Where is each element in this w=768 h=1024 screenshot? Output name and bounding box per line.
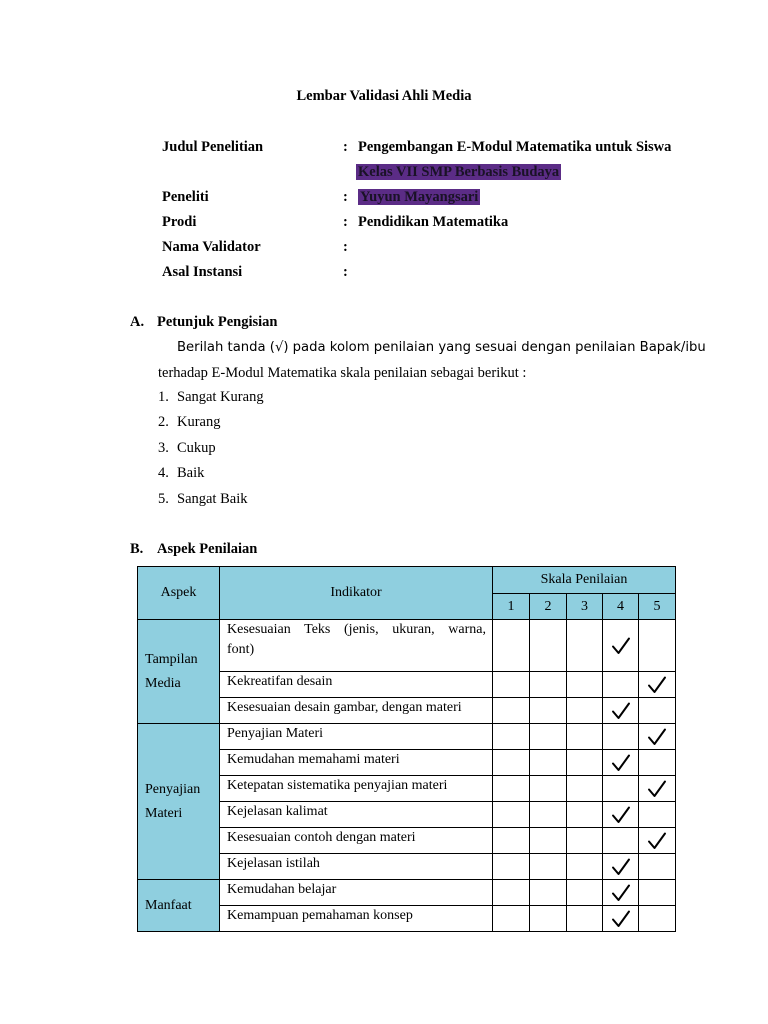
score-cell-3[interactable] (567, 802, 603, 828)
score-cell-3[interactable] (567, 828, 603, 854)
score-cell-2[interactable] (530, 906, 567, 932)
indicator-cell (220, 620, 493, 672)
checkmark-icon (603, 883, 638, 903)
indicator-text: Kemudahan belajar (227, 882, 337, 897)
score-cell-1[interactable] (493, 776, 530, 802)
indicator-text: Kejelasan istilah (227, 856, 320, 871)
header-scale-col: 2 (530, 594, 567, 620)
section-title: Petunjuk Pengisian (157, 314, 278, 330)
table-row (138, 724, 676, 750)
table-row (138, 880, 676, 906)
meta-label: Asal Instansi (162, 264, 243, 280)
indicator-text: Penyajian Materi (227, 726, 324, 741)
meta-value: Pendidikan Matematika (358, 214, 509, 230)
score-cell-5[interactable] (639, 620, 676, 672)
indicator-cell (220, 906, 493, 932)
header-aspect: Aspek (138, 567, 220, 620)
score-cell-1[interactable] (493, 828, 530, 854)
indicator-cell (220, 802, 493, 828)
document-title: Lembar Validasi Ahli Media (296, 88, 472, 104)
indicator-text: Ketepatan sistematika penyajian materi (227, 778, 448, 793)
score-cell-4[interactable] (603, 620, 639, 672)
checkmark-icon (639, 727, 675, 747)
meta-label: Peneliti (162, 189, 209, 205)
instruction-line-2: terhadap E-Modul Matematika skala penilaian sebagai berikut : (158, 365, 527, 381)
score-cell-5[interactable] (639, 698, 676, 724)
score-cell-2[interactable] (530, 776, 567, 802)
score-cell-3[interactable] (567, 672, 603, 698)
indicator-text: Kesesuaian Teks (jenis, ukuran, warna, (227, 622, 486, 637)
score-cell-4[interactable] (603, 776, 639, 802)
score-cell-4[interactable] (603, 750, 639, 776)
score-cell-4[interactable] (603, 880, 639, 906)
score-cell-1[interactable] (493, 672, 530, 698)
score-cell-1[interactable] (493, 620, 530, 672)
header-scale-col: 5 (639, 594, 676, 620)
meta-label: Nama Validator (162, 239, 261, 255)
indicator-text: Kemampuan pemahaman konsep (227, 908, 413, 923)
score-cell-5[interactable] (639, 802, 676, 828)
checkmark-icon (603, 909, 638, 929)
meta-colon: : (343, 239, 348, 255)
meta-colon: : (343, 214, 348, 230)
checkmark-icon (603, 753, 638, 773)
score-cell-1[interactable] (493, 698, 530, 724)
indicator-cell (220, 672, 493, 698)
indicator-cell (220, 698, 493, 724)
indicator-text: font) (227, 642, 255, 657)
section-letter: A. (130, 314, 145, 330)
score-cell-3[interactable] (567, 620, 603, 672)
score-cell-3[interactable] (567, 880, 603, 906)
score-cell-5[interactable] (639, 854, 676, 880)
score-cell-4[interactable] (603, 854, 639, 880)
aspect-cell (138, 620, 220, 724)
aspect-cell (138, 880, 220, 932)
score-cell-1[interactable] (493, 750, 530, 776)
meta-colon: : (343, 189, 348, 205)
meta-label: Judul Penelitian (162, 139, 264, 155)
checkmark-icon (639, 831, 675, 851)
indicator-text: Kemudahan memahami materi (227, 752, 400, 767)
score-cell-3[interactable] (567, 750, 603, 776)
indicator-cell (220, 854, 493, 880)
score-cell-1[interactable] (493, 906, 530, 932)
score-cell-4[interactable] (603, 802, 639, 828)
highlighted-text: Kelas VII SMP Berbasis Budaya (358, 164, 560, 180)
section-title: Aspek Penilaian (157, 541, 258, 557)
checkmark-icon (603, 857, 638, 877)
score-cell-1[interactable] (493, 802, 530, 828)
score-cell-2[interactable] (530, 802, 567, 828)
score-cell-5[interactable] (639, 776, 676, 802)
aspect-label: Penyajian (145, 781, 201, 797)
checkmark-icon (639, 779, 675, 799)
assessment-table (137, 566, 676, 932)
checkmark-icon (603, 636, 638, 656)
indicator-cell (220, 776, 493, 802)
score-cell-1[interactable] (493, 880, 530, 906)
aspect-label: Media (145, 675, 181, 691)
score-cell-4[interactable] (603, 672, 639, 698)
meta-colon: : (343, 139, 348, 155)
score-cell-2[interactable] (530, 750, 567, 776)
score-cell-3[interactable] (567, 906, 603, 932)
header-indicator: Indikator (220, 567, 493, 620)
highlighted-text: Yuyun Mayangsari (360, 189, 479, 205)
meta-value: Pengembangan E-Modul Matematika untuk Siswa (358, 139, 672, 155)
indicator-cell (220, 880, 493, 906)
score-cell-5[interactable] (639, 828, 676, 854)
indicator-cell (220, 828, 493, 854)
aspect-label: Manfaat (145, 897, 192, 913)
indicator-text: Kesesuaian desain gambar, dengan materi (227, 700, 462, 715)
checkmark-icon (639, 675, 675, 695)
score-cell-1[interactable] (493, 854, 530, 880)
indicator-cell (220, 750, 493, 776)
instruction-line-1: Berilah tanda (√) pada kolom penilaian yang sesuai dengan penilaian Bapak/ibu (177, 340, 706, 355)
section-letter: B. (130, 541, 144, 557)
score-cell-2[interactable] (530, 880, 567, 906)
indicator-cell (220, 724, 493, 750)
score-cell-2[interactable] (530, 828, 567, 854)
score-cell-4[interactable] (603, 828, 639, 854)
score-cell-3[interactable] (567, 776, 603, 802)
aspect-label: Materi (145, 805, 183, 821)
table-body (138, 620, 676, 932)
score-cell-5[interactable] (639, 750, 676, 776)
header-scale-col: 1 (493, 594, 530, 620)
score-cell-3[interactable] (567, 724, 603, 750)
table-row (138, 620, 676, 672)
score-cell-5[interactable] (639, 880, 676, 906)
aspect-label: Tampilan (145, 651, 198, 667)
checkmark-icon (603, 701, 638, 721)
score-cell-4[interactable] (603, 724, 639, 750)
aspect-cell (138, 724, 220, 880)
score-cell-1[interactable] (493, 724, 530, 750)
score-cell-2[interactable] (530, 698, 567, 724)
indicator-text: Kekreatifan desain (227, 674, 333, 689)
score-cell-4[interactable] (603, 906, 639, 932)
score-cell-2[interactable] (530, 672, 567, 698)
score-cell-3[interactable] (567, 698, 603, 724)
indicator-text: Kesesuaian contoh dengan materi (227, 830, 416, 845)
meta-colon: : (343, 264, 348, 280)
score-cell-5[interactable] (639, 672, 676, 698)
indicator-text: Kejelasan kalimat (227, 804, 328, 819)
header-scale-col: 3 (567, 594, 603, 620)
score-cell-2[interactable] (530, 724, 567, 750)
score-cell-2[interactable] (530, 854, 567, 880)
header-scale-col: 4 (603, 594, 639, 620)
score-cell-5[interactable] (639, 906, 676, 932)
score-cell-4[interactable] (603, 698, 639, 724)
score-cell-5[interactable] (639, 724, 676, 750)
header-scale: Skala Penilaian (493, 567, 676, 594)
meta-label: Prodi (162, 214, 197, 230)
score-cell-3[interactable] (567, 854, 603, 880)
checkmark-icon (603, 805, 638, 825)
score-cell-2[interactable] (530, 620, 567, 672)
